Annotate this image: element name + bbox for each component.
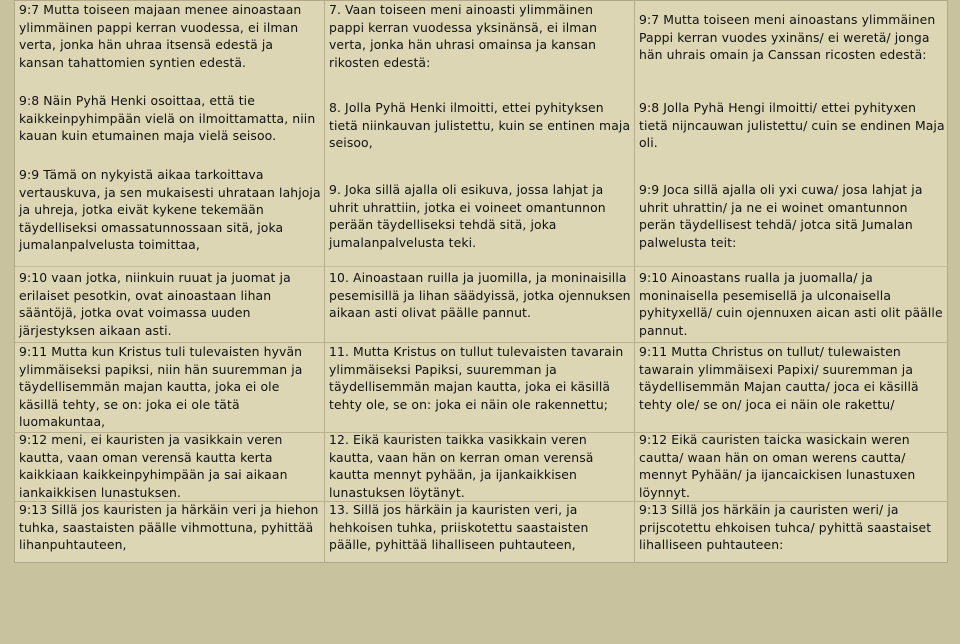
- column-modern: [15, 1, 325, 562]
- verse-cell: 9:13 Sillä jos kauristen ja härkäin veri ja hiehon tuhka, saastaisten päälle vihmottuna, pyhittää lihanpuhtauteen,: [19, 502, 319, 553]
- verse-cell: 13. Sillä jos härkäin ja kauristen veri, ja hehkoisen tuhka, priiskotettu saastaisten päälle, pyhittää lihalliseen puhtauteen,: [329, 502, 589, 553]
- verse-cell: 9:11 Mutta Christus on tullut/ tulewaisten tawarain ylimmäisexi Papixi/ suuremman ja täydellisemmän Majan cautta/ joca ei käsillä tehty ole/ se on/ joca ei näin ole rakettu/: [639, 344, 919, 412]
- verse-cell: 7. Vaan toiseen meni ainoasti ylimmäinen pappi kerran vuodessa yksinänsä, ei ilman verta, jonka hän uhrasi omainsa ja kansan rikosten edestä:: [329, 2, 598, 70]
- verse-cell: 10. Ainoastaan ruilla ja juomilla, ja moninaisilla pesemisillä ja lihan säädyissä, jotka ojennuksen aikaan asti olivat päälle pannut.: [329, 270, 631, 321]
- verse-cell: 9:11 Mutta kun Kristus tuli tulevaisten hyvän ylimmäiseksi papiksi, niin hän suuremman ja täydellisemmän majan kautta, joka ei ole käsillä tehty, se on: joka ei ole tätä luomakuntaa,: [19, 344, 303, 430]
- verse-cell: 9:9 Joca sillä ajalla oli yxi cuwa/ josa lahjat ja uhrit uhrattin/ ja ne ei woinet omantunnon perän täydellisest tehdä/ jotca sitä Jumalan palwelusta teit:: [639, 182, 923, 250]
- column-1642: [635, 1, 947, 562]
- row-divider: [15, 266, 324, 267]
- verse-cell: 9:10 vaan jotka, niinkuin ruuat ja juomat ja erilaiset pesotkin, ovat ainoastaan lihan sääntöjä, jotka ovat voimassa uuden järjestyksen aikaan asti.: [19, 270, 291, 338]
- verse-cell: 9:13 Sillä jos härkäin ja cauristen weri/ ja prijscotettu ehkoisen tuhca/ pyhittä saastaiset lihalliseen puhtauteen:: [639, 502, 932, 553]
- verse-cell: 9. Joka sillä ajalla oli esikuva, jossa lahjat ja uhrit uhrattiin, jotka ei voineet omantunnon perään täydelliseksi tehdä sitä, joka jumalanpalvelusta teki.: [329, 182, 606, 250]
- column-1776: [325, 1, 635, 562]
- verse-cell: 9:8 Jolla Pyhä Hengi ilmoitti/ ettei pyhityxen tietä nijncauwan julistettu/ cuin se endinen Maja oli.: [639, 100, 945, 151]
- verse-cell: 9:7 Mutta toiseen meni ainoastans ylimmäinen Pappi kerran vuodes yxinäns/ ei weretä/ jonga hän uhrais omain ja Canssan ricosten edestä:: [639, 12, 936, 63]
- verse-cell: 8. Jolla Pyhä Henki ilmoitti, ettei pyhityksen tietä niinkauvan julistettu, kuin se entinen maja seisoo,: [329, 100, 631, 151]
- verse-cell: 9:7 Mutta toiseen majaan menee ainoastaan ylimmäinen pappi kerran vuodessa, ei ilman verta, jonka hän uhraa itsensä edestä ja kansan tahattomien syntien edestä.: [19, 2, 302, 70]
- verse-comparison-table: [14, 0, 948, 563]
- verse-cell: 12. Eikä kauristen taikka vasikkain veren kautta, vaan hän on kerran oman verensä kautta mennyt pyhään, ja ijankaikkisen lunastuksen löytänyt.: [329, 432, 594, 500]
- verse-cell: 9:9 Tämä on nykyistä aikaa tarkoittava vertauskuva, ja sen mukaisesti uhrataan lahjoja ja uhreja, jotka eivät kykene tekemään täydelliseksi omassatunnossaan sitä, joka jumalanpalvelusta toimittaa,: [19, 167, 321, 253]
- row-divider: [325, 266, 634, 267]
- verse-cell: 9:10 Ainoastans rualla ja juomalla/ ja moninaisella pesemisellä ja ulconaisella pyhityxellä/ cuin ojennuxen aican asti olit päälle pannut.: [639, 270, 943, 338]
- verse-cell: 11. Mutta Kristus on tullut tulevaisten tavarain ylimmäiseksi Papiksi, suuremman ja täydellisemmän majan kautta, joka ei käsillä tehty ole, se on: joka ei näin ole rakennettu;: [329, 344, 624, 412]
- row-divider: [635, 266, 947, 267]
- verse-cell: 9:8 Näin Pyhä Henki osoittaa, että tie kaikkeinpyhimpään vielä on ilmoittamatta, niin kauan kuin etumainen maja vielä seisoo.: [19, 93, 316, 144]
- verse-cell: 9:12 meni, ei kauristen ja vasikkain veren kautta, vaan oman verensä kautta kerta kaikkiaan kaikkeinpyhimpään ja sai aikaan iankaikkisen lunastuksen.: [19, 432, 288, 500]
- verse-cell: 9:12 Eikä cauristen taicka wasickain weren cautta/ waan hän on oman werens cautta/ mennyt Pyhään/ ja ijancaickisen lunastuxen löynnyt.: [639, 432, 916, 500]
